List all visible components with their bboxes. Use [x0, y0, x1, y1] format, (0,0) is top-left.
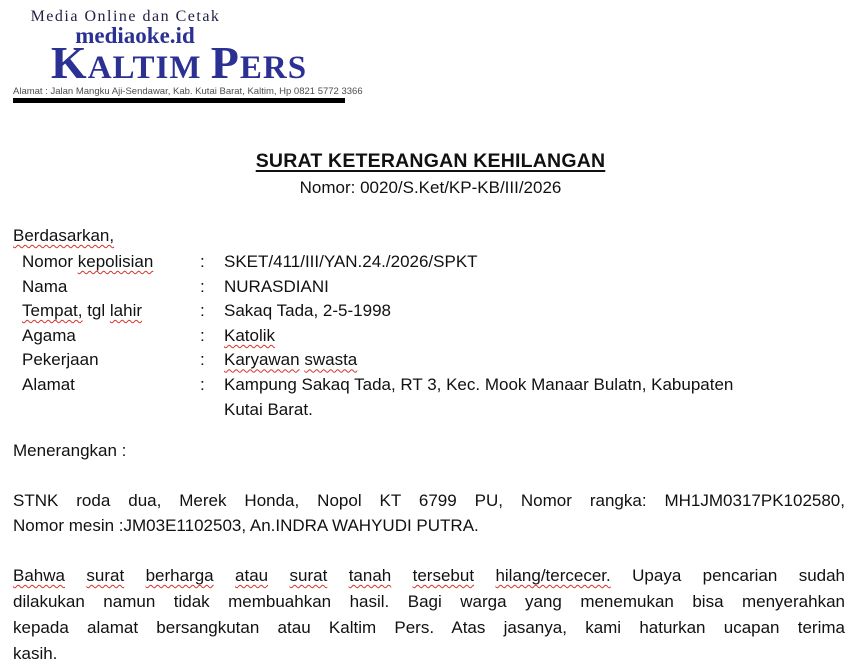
field-value [224, 250, 845, 275]
misspelled-word: Karyawan [224, 350, 300, 370]
text-run: Nomor [22, 252, 78, 271]
misspelled-word: tersebut [412, 566, 475, 585]
misspelled-word: tanah [348, 566, 392, 585]
text-run: NURASDIANI [224, 276, 329, 296]
field-value [224, 324, 845, 349]
text-run: dilakukan namun tidak membuahkan hasil. Bagi warga yang menemukan bisa menyerahkan [13, 592, 845, 611]
text-run: Alamat [22, 374, 75, 394]
text-run: kasih. [13, 644, 58, 662]
misspelled-word: hilang/tercecer. [495, 566, 611, 585]
letter-title: SURAT KETERANGAN KEHILANGAN [255, 150, 606, 172]
text-run: tgl [82, 301, 110, 321]
field-row-tempat-tgl-lahir [22, 299, 845, 324]
text-line [224, 250, 845, 275]
text-line [22, 348, 200, 373]
text-line [22, 250, 200, 275]
field-separator: : [200, 374, 205, 394]
misspelled-word: surat [86, 566, 125, 585]
letter-number: Nomor: 0020/S.Ket/KP-KB/III/2026 [299, 178, 562, 197]
misspelled-word: Berdasarkan, [13, 226, 115, 245]
text-line [13, 615, 845, 641]
field-separator: : [200, 301, 205, 321]
field-row-alamat [22, 373, 845, 422]
field-separator: : [200, 325, 205, 345]
text-line [13, 226, 114, 246]
field-label [22, 348, 200, 373]
misspelled-word: Tempat, [22, 301, 83, 321]
misspelled-word: lahir [109, 301, 143, 321]
text-run: Nomor mesin :JM03E1102503, An.INDRA WAHYUDI PUTRA. [13, 515, 479, 535]
text-line [22, 299, 200, 324]
field-separator: : [200, 350, 205, 370]
header-rule [13, 98, 345, 103]
text-run: P [210, 37, 240, 88]
text-line [224, 348, 845, 373]
title-block [0, 150, 861, 198]
field-value [224, 348, 845, 373]
text-run: K [50, 37, 88, 88]
closing-paragraph [13, 563, 845, 662]
text-run: ERS [239, 50, 308, 86]
misspelled-word: Bahwa [13, 566, 65, 585]
field-row-agama [22, 324, 845, 349]
text-line [22, 275, 200, 300]
misspelled-word: Katolik [224, 325, 276, 345]
detail-fields [22, 250, 845, 422]
masthead [13, 6, 363, 102]
text-run: STNK roda dua, Merek Honda, Nopol KT 6799 PU, Nomor rangka: MH1JM0317PK102580, [13, 491, 845, 510]
field-row-nomor-kepolisian [22, 250, 845, 275]
text-line [224, 398, 845, 423]
publication-tagline: Media Online dan Cetak [30, 8, 221, 25]
text-line [224, 373, 845, 398]
intro-line [13, 226, 114, 246]
text-run: Nama [22, 276, 68, 296]
text-line [13, 489, 845, 514]
misspelled-word: berharga [145, 566, 214, 585]
field-value [224, 299, 845, 324]
field-label [22, 373, 200, 398]
text-run: SKET/411/III/YAN.24./2026/SPKT [224, 252, 478, 271]
field-value [224, 275, 845, 300]
text-run [327, 566, 348, 585]
text-run: Agama [22, 325, 76, 345]
text-run: Upaya pencarian sudah [610, 566, 846, 585]
text-line [22, 373, 200, 398]
text-line [224, 299, 845, 324]
text-line [22, 324, 200, 349]
text-run [474, 566, 495, 585]
text-run [214, 566, 235, 585]
text-run [65, 566, 86, 585]
field-separator: : [200, 276, 205, 296]
text-line [224, 324, 845, 349]
misspelled-word: kepolisian [77, 252, 154, 271]
field-label [22, 299, 200, 324]
text-line [13, 641, 845, 662]
text-run: Kutai Barat. [224, 399, 313, 419]
text-run: kepada alamat bersangkutan atau Kaltim Pers. Atas jasanya, kami haturkan ucapan terima [13, 618, 845, 637]
text-line [13, 563, 845, 589]
misspelled-word: swasta [304, 350, 358, 370]
field-label [22, 324, 200, 349]
misspelled-word: surat [289, 566, 328, 585]
site-name: mediaoke.id [75, 23, 195, 48]
stnk-paragraph [13, 489, 845, 538]
text-line [13, 589, 845, 615]
text-run: Pekerjaan [22, 350, 99, 370]
text-run: Kampung Sakaq Tada, RT 3, Kec. Mook Manaar Bulatn, Kabupaten [224, 374, 734, 394]
text-run [124, 566, 145, 585]
misspelled-word: atau [235, 566, 269, 585]
field-row-pekerjaan [22, 348, 845, 373]
field-separator: : [200, 252, 205, 271]
text-run [391, 566, 412, 585]
text-line [13, 37, 345, 91]
field-label [22, 275, 200, 300]
text-run: Sakaq Tada, 2-5-1998 [224, 301, 391, 321]
field-value [224, 373, 845, 422]
masthead-address: Alamat : Jalan Mangku Aji-Sendawar, Kab. Kutai Barat, Kaltim, Hp 0821 5772 3366 [13, 86, 363, 97]
field-row-nama [22, 275, 845, 300]
text-run: ALTIM [87, 50, 211, 86]
text-line [13, 514, 845, 539]
brand-logo [13, 37, 345, 91]
field-label [22, 250, 200, 275]
text-line [224, 275, 845, 300]
text-run [268, 566, 289, 585]
menerangkan-line: Menerangkan : [13, 441, 127, 460]
